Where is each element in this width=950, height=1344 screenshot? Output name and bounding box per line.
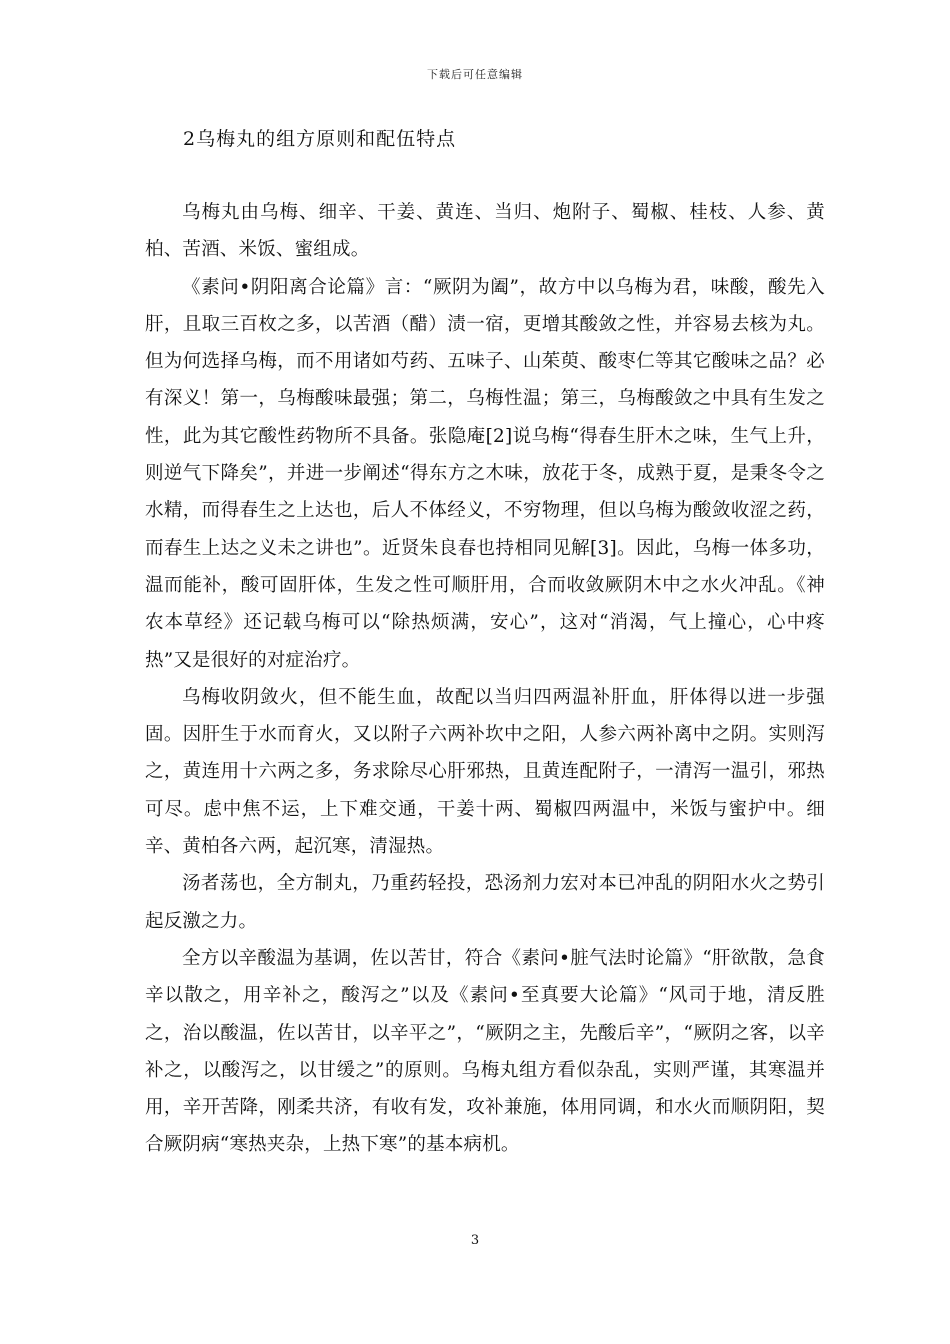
paragraph-principles: 全方以辛酸温为基调，佐以苦甘，符合《素问•脏气法时论篇》“肝欲散，急食辛以散之，用辛补之，酸泻之”以及《素问•至真要大论篇》“风司于地，清反胜之，治以酸温，佐以苦甘，以辛平之”，“厥阴之主，先酸后辛”，“厥阴之客，以辛补之，以酸泻之，以甘缓之”的原则。乌梅丸组方看似杂乱，实则严谨，其寒温并用，辛开苦降，刚柔共济，有收有发，攻补兼施，体用同调，和水火而顺阴阳，契合厥阴病“寒热夹杂，上热下寒”的基本病机。 [145, 947, 825, 1156]
document-body [145, 194, 825, 1164]
paragraph-ingredients: 乌梅丸由乌梅、细辛、干姜、黄连、当归、炮附子、蜀椒、桂枝、人参、黄柏、苦酒、米饭、蜜组成。 [145, 202, 825, 261]
section-heading: 2乌梅丸的组方原则和配伍特点 [183, 128, 457, 150]
paragraph-wumei-analysis: 《素问•阴阳离合论篇》言：“厥阴为阖”，故方中以乌梅为君，味酸，酸先入肝，且取三百枚之多，以苦酒（醋）渍一宿，更增其酸敛之性，并容易去核为丸。但为何选择乌梅，而不用诸如芍药、五味子、山茱萸、酸枣仁等其它酸味之品？必有深义！第一，乌梅酸味最强；第二，乌梅性温；第三，乌梅酸敛之中具有生发之性，此为其它酸性药物所不具备。张隐庵[2]说乌梅“得春生肝木之味，生气上升，则逆气下降矣”，并进一步阐述“得东方之木味，放花于冬，成熟于夏，是秉冬令之水精，而得春生之上达也，后人不体经义，不穷物理，但以乌梅为酸敛收涩之药，而春生上达之义未之讲也”。近贤朱良春也持相同见解[3]。因此，乌梅一体多功，温而能补，酸可固肝体，生发之性可顺肝用，合而收敛厥阴木中之水火冲乱。《神农本草经》还记载乌梅可以“除热烦满，安心”，这对“消渴，气上撞心，心中疼热”又是很好的对症治疗。 [145, 276, 825, 671]
paragraph-pill-form: 汤者荡也，全方制丸，乃重药轻投，恐汤剂力宏对本已冲乱的阴阳水火之势引起反激之力。 [145, 873, 825, 932]
paragraph-pairing: 乌梅收阴敛火，但不能生血，故配以当归四两温补肝血，肝体得以进一步强固。因肝生于水而育火，又以附子六两补坎中之阳，人参六两补离中之阴。实则泻之，黄连用十六两之多，务求除尽心肝邪热，且黄连配附子，一清泻一温引，邪热可尽。虑中焦不运，上下难交通，干姜十两、蜀椒四两温中，米饭与蜜护中。细辛、黄柏各六两，起沉寒，清湿热。 [145, 686, 825, 858]
page-number: 3 [470, 1233, 480, 1248]
page-header: 下载后可任意编辑 [427, 68, 523, 81]
